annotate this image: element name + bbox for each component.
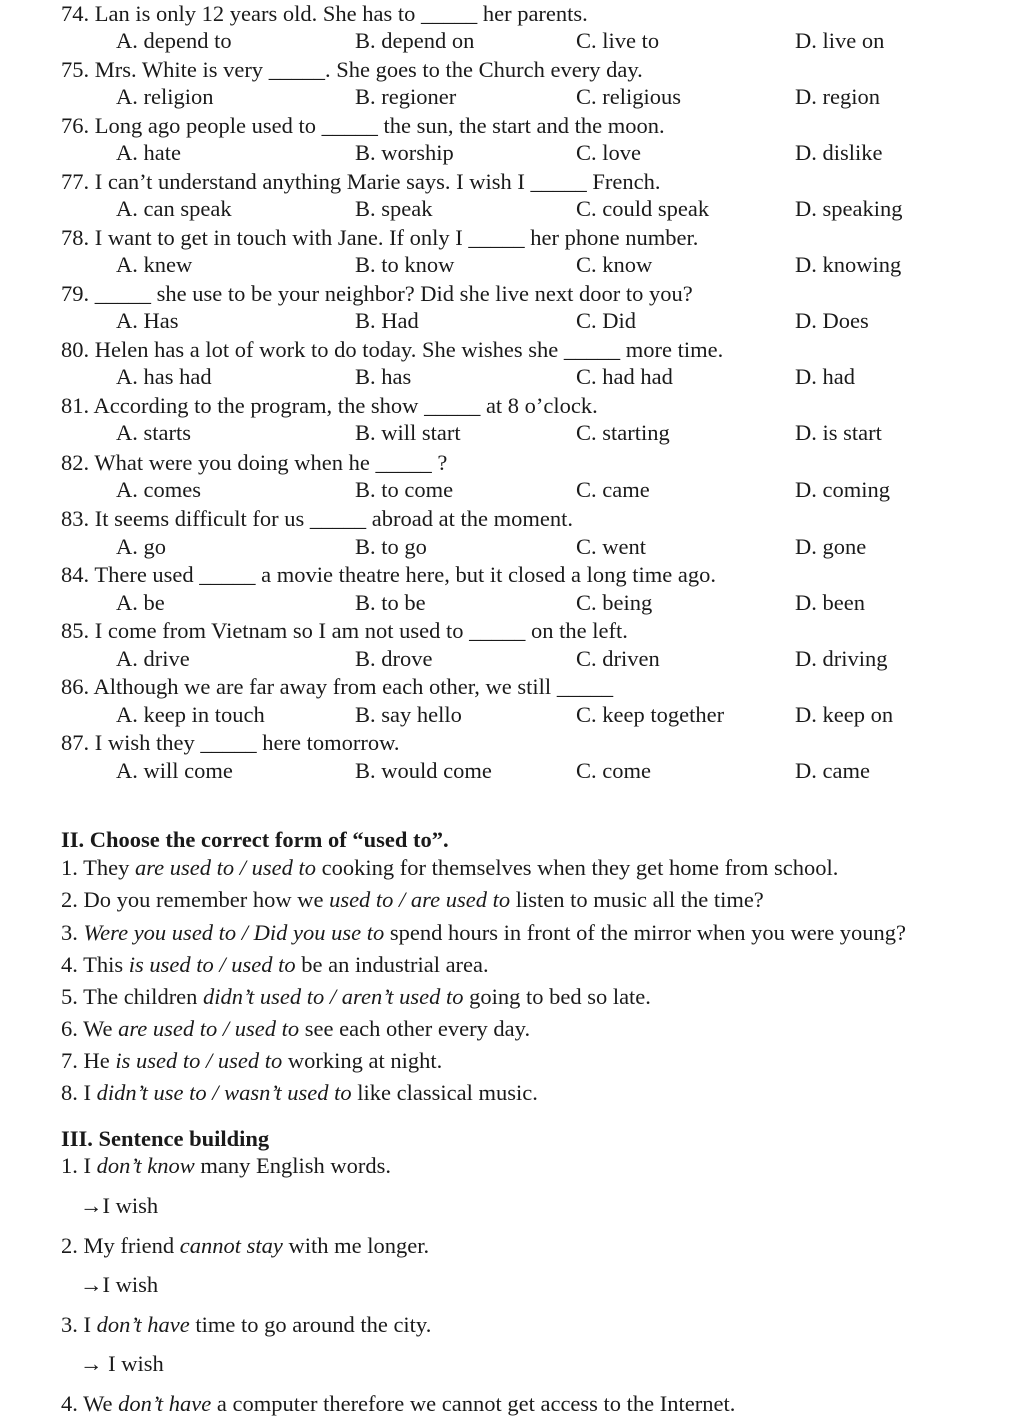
option-c: C. could speak — [576, 196, 710, 221]
question-stem: 80. Helen has a lot of work to do today. She wishes she _____ more time. — [61, 337, 724, 362]
answer-blank: _____ — [420, 1, 478, 26]
answer-blank: _____ — [309, 506, 367, 531]
answer-blank: _____ — [199, 562, 256, 587]
option-c: C. come — [576, 758, 651, 783]
option-b: B. worship — [355, 140, 454, 165]
option-b: B. Had — [355, 308, 419, 333]
option-b: B. to be — [355, 590, 426, 615]
option-b: B. speak — [355, 196, 433, 221]
exercise-item: 7. He is used to / used to working at night. — [61, 1048, 443, 1073]
option-d: D. live on — [795, 28, 885, 53]
question-stem: 85. I come from Vietnam so I am not used to _____ on the left. — [61, 618, 628, 643]
option-c: C. came — [576, 477, 650, 502]
option-b: B. to come — [355, 477, 454, 502]
option-a: A. has had — [116, 364, 212, 389]
rewrite-prompt: →I wish — [80, 1193, 159, 1218]
option-d: D. been — [795, 590, 865, 615]
used-to-choice: used to / are used to — [329, 887, 511, 912]
option-b: B. has — [355, 364, 412, 389]
option-a: A. depend to — [116, 28, 232, 53]
option-a: A. drive — [116, 646, 190, 671]
option-c: C. keep together — [576, 702, 725, 727]
option-a: A. will come — [116, 758, 233, 783]
used-to-choice: are used to / used to — [134, 855, 316, 880]
option-a: A. be — [116, 590, 165, 615]
option-a: A. keep in touch — [116, 702, 265, 727]
question-stem: 75. Mrs. White is very _____. She goes to the Church every day. — [61, 57, 643, 82]
used-to-choice: are used to / used to — [118, 1016, 300, 1041]
used-to-choice: didn’t use to / wasn’t used to — [96, 1080, 352, 1105]
option-a: A. hate — [116, 140, 181, 165]
answer-blank: _____ — [321, 113, 378, 138]
exercise-item: 5. The children didn’t used to / aren’t used to going to bed so late. — [61, 984, 651, 1009]
answer-blank: _____ — [424, 393, 481, 418]
section-heading: III. Sentence building — [61, 1126, 270, 1151]
question-stem: 87. I wish they _____ here tomorrow. — [61, 730, 400, 755]
question-stem: 82. What were you doing when he _____ ? — [61, 450, 448, 475]
option-d: D. speaking — [795, 196, 903, 221]
option-d: D. coming — [795, 477, 890, 502]
option-d: D. came — [795, 758, 870, 783]
rewrite-prompt: →I wish — [80, 1272, 159, 1297]
option-d: D. keep on — [795, 702, 894, 727]
answer-blank: _____ — [375, 450, 432, 475]
option-b: B. to go — [355, 534, 427, 559]
option-c: C. Did — [576, 308, 637, 333]
option-d: D. Does — [795, 308, 869, 333]
option-b: B. say hello — [355, 702, 462, 727]
answer-blank: _____ — [94, 281, 151, 306]
option-a: A. knew — [116, 252, 193, 277]
option-c: C. starting — [576, 420, 670, 445]
option-c: C. driven — [576, 646, 660, 671]
answer-blank: _____ — [556, 674, 614, 699]
exercise-item: 2. My friend cannot stay with me longer. — [61, 1233, 430, 1258]
option-c: C. love — [576, 140, 641, 165]
question-stem: 83. It seems difficult for us _____ abroad at the moment. — [61, 506, 573, 531]
exercise-item: 1. I don’t know many English words. — [61, 1153, 391, 1178]
option-c: C. religious — [576, 84, 681, 109]
answer-blank: _____ — [268, 57, 325, 82]
exercise-item: 4. This is used to / used to be an industrial area. — [61, 952, 489, 977]
option-a: A. Has — [116, 308, 179, 333]
exercise-item: 4. We don’t have a computer therefore we cannot get access to the Internet. — [61, 1391, 736, 1416]
option-a: A. can speak — [116, 196, 232, 221]
section-heading: II. Choose the correct form of “used to”. — [61, 827, 449, 852]
exercise-item: 3. Were you used to / Did you use to spend hours in front of the mirror when you were young? — [61, 920, 907, 945]
option-a: A. religion — [116, 84, 214, 109]
option-d: D. is start — [795, 420, 882, 445]
option-d: D. gone — [795, 534, 867, 559]
question-stem: 77. I can’t understand anything Marie says. I wish I _____ French. — [61, 169, 661, 194]
option-a: A. go — [116, 534, 166, 559]
option-c: C. had had — [576, 364, 673, 389]
option-b: B. drove — [355, 646, 433, 671]
used-to-choice: is used to / used to — [115, 1048, 283, 1073]
exercise-item: 1. They are used to / used to cooking for themselves when they get home from school. — [61, 855, 839, 880]
question-stem: 86. Although we are far away from each other, we still _____ — [61, 674, 614, 699]
option-c: C. being — [576, 590, 653, 615]
option-b: B. to know — [355, 252, 455, 277]
option-d: D. dislike — [795, 140, 883, 165]
answer-blank: _____ — [563, 337, 621, 362]
option-b: B. regioner — [355, 84, 457, 109]
option-a: A. comes — [116, 477, 201, 502]
rewrite-prompt: → I wish — [80, 1351, 164, 1376]
used-to-choice: is used to / used to — [128, 952, 296, 977]
option-d: D. region — [795, 84, 880, 109]
option-c: C. went — [576, 534, 646, 559]
question-stem: 79. _____ she use to be your neighbor? Did she live next door to you? — [61, 281, 693, 306]
option-a: A. starts — [116, 420, 191, 445]
exercise-item: 8. I didn’t use to / wasn’t used to like classical music. — [61, 1080, 538, 1105]
answer-blank: _____ — [200, 730, 257, 755]
question-stem: 76. Long ago people used to _____ the sun, the start and the moon. — [61, 113, 665, 138]
answer-blank: _____ — [468, 225, 525, 250]
question-stem: 74. Lan is only 12 years old. She has to _____ her parents. — [61, 1, 588, 26]
option-b: B. will start — [355, 420, 461, 445]
option-d: D. had — [795, 364, 855, 389]
used-to-choice: didn’t used to / aren’t used to — [203, 984, 464, 1009]
option-d: D. knowing — [795, 252, 902, 277]
option-c: C. know — [576, 252, 653, 277]
answer-blank: _____ — [469, 618, 526, 643]
exercise-item: 3. I don’t have time to go around the city. — [61, 1312, 432, 1337]
exercise-item: 2. Do you remember how we used to / are used to listen to music all the time? — [61, 887, 764, 912]
option-d: D. driving — [795, 646, 888, 671]
exercise-item: 6. We are used to / used to see each other every day. — [61, 1016, 531, 1041]
used-to-choice: Were you used to / Did you use to — [83, 920, 385, 945]
option-b: B. depend on — [355, 28, 475, 53]
question-stem: 81. According to the program, the show _____ at 8 o’clock. — [61, 393, 598, 418]
option-c: C. live to — [576, 28, 660, 53]
option-b: B. would come — [355, 758, 492, 783]
question-stem: 84. There used _____ a movie theatre here, but it closed a long time ago. — [61, 562, 717, 587]
answer-blank: _____ — [530, 169, 587, 194]
question-stem: 78. I want to get in touch with Jane. If only I _____ her phone number. — [61, 225, 699, 250]
